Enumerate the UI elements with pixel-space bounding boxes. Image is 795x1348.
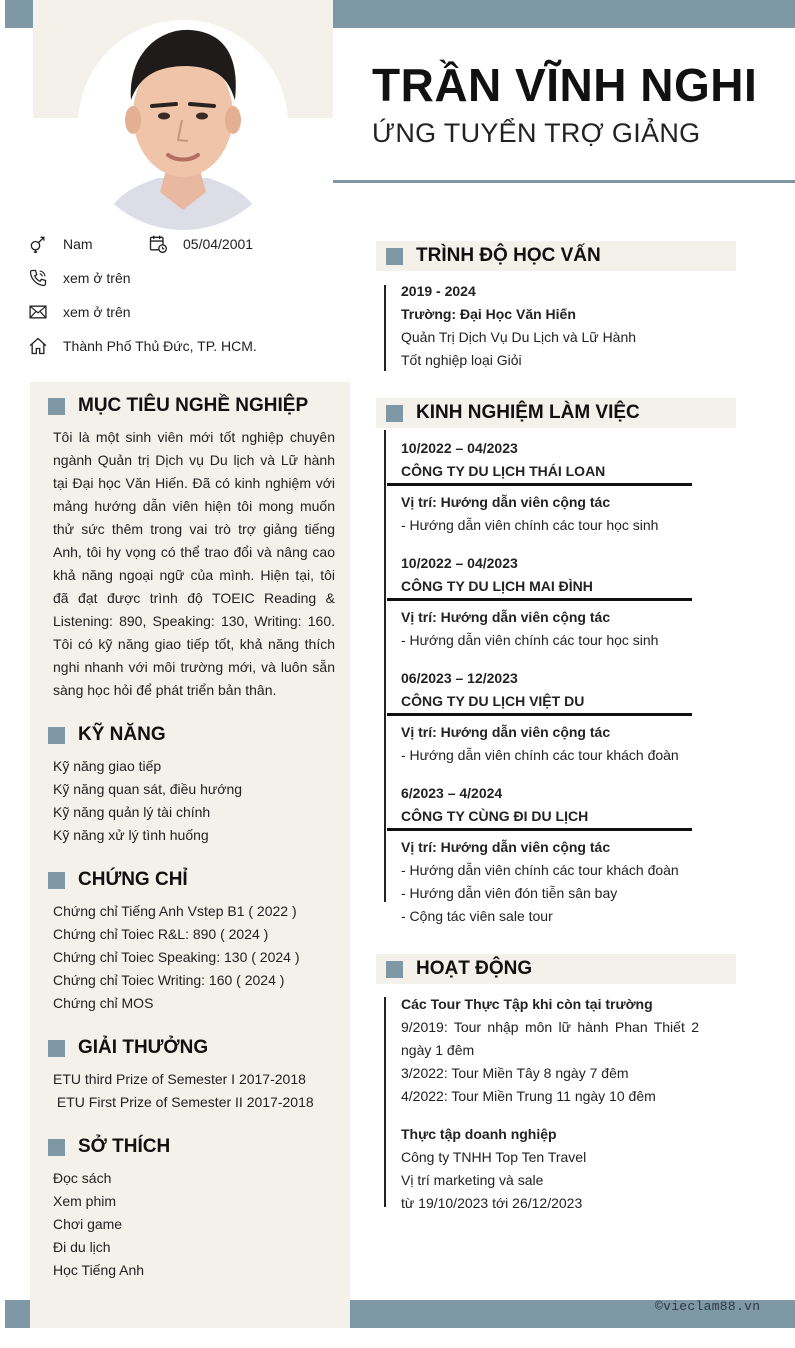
- gender-value: Nam: [63, 236, 93, 252]
- certificates-list: [53, 900, 343, 1015]
- calendar-icon: [148, 234, 168, 254]
- job-details-4: [401, 836, 701, 928]
- section-marker-icon: [48, 398, 65, 415]
- activity-item: Vị trí marketing và sale: [401, 1172, 544, 1188]
- list-item: ETU third Prize of Semester I 2017-2018: [53, 1071, 306, 1087]
- job-role: Vị trí: Hướng dẫn viên cộng tác: [401, 724, 611, 740]
- section-marker-icon: [48, 727, 65, 744]
- education-timeline-line: [384, 285, 386, 371]
- job-details-2: [401, 606, 701, 652]
- education-entry: [401, 280, 701, 372]
- section-marker-icon: [48, 872, 65, 889]
- section-marker-icon: [48, 1139, 65, 1156]
- gender-icon: [28, 234, 48, 254]
- skills-list: [53, 755, 343, 847]
- section-marker-icon: [386, 248, 403, 265]
- activity-group-title: Các Tour Thực Tập khi còn tại trường: [401, 996, 653, 1012]
- activity-group-title: Thực tập doanh nghiệp: [401, 1126, 557, 1142]
- job-divider: [387, 828, 692, 831]
- job-divider: [387, 483, 692, 486]
- job-divider: [387, 713, 692, 716]
- job-period: 6/2023 – 4/2024: [401, 785, 503, 801]
- awards-list: [53, 1068, 343, 1114]
- list-item: Đi du lịch: [53, 1239, 111, 1255]
- activities-group-tours: [401, 993, 699, 1108]
- education-heading: TRÌNH ĐỘ HỌC VẤN: [376, 241, 736, 271]
- education-grade: Tốt nghiệp loại Giỏi: [401, 352, 522, 368]
- section-marker-icon: [386, 405, 403, 422]
- candidate-name: TRẦN VĨNH NGHI: [372, 59, 758, 111]
- list-item: Kỹ năng giao tiếp: [53, 758, 162, 774]
- job-role: Vị trí: Hướng dẫn viên cộng tác: [401, 839, 611, 855]
- activity-item: Công ty TNHH Top Ten Travel: [401, 1149, 587, 1165]
- avatar: [78, 20, 288, 230]
- skills-heading: KỸ NĂNG: [48, 724, 166, 746]
- job-duty: - Hướng dẫn viên chính các tour học sinh: [401, 632, 659, 648]
- section-marker-icon: [48, 1040, 65, 1057]
- list-item: Đọc sách: [53, 1170, 112, 1186]
- job-role: Vị trí: Hướng dẫn viên cộng tác: [401, 494, 611, 510]
- applied-position: ỨNG TUYỂN TRỢ GIẢNG: [372, 118, 701, 148]
- home-icon: [28, 336, 48, 356]
- job-details-3: [401, 721, 701, 767]
- list-item: Chứng chỉ MOS: [53, 995, 154, 1011]
- section-marker-icon: [386, 961, 403, 978]
- job-role: Vị trí: Hướng dẫn viên cộng tác: [401, 609, 611, 625]
- list-item: ETU First Prize of Semester II 2017-2018: [53, 1094, 314, 1110]
- job-period: 10/2022 – 04/2023: [401, 440, 518, 456]
- job-entry-4: [401, 782, 701, 828]
- list-item: Chơi game: [53, 1216, 123, 1232]
- job-company: CÔNG TY DU LỊCH VIỆT DU: [401, 693, 585, 709]
- objective-text: Tôi là một sinh viên mới tốt nghiệp chuyên ngành Quản trị Dịch vụ Du lịch và Lữ hành tại Đại học Văn Hiến. Đã có kinh nghiệm với mảng hướng dẫn viên hiện tôi mong muốn thử sức thêm trong vai trò trợ giảng tiếng Anh, tôi hy vọng có thể trao đổi và nâng cao khả năng ngoại ngữ của mình. Hiện tại, tôi đã đạt được trình độ TOEIC Reading & Listening: 890, Speaking: 130, Writing: 160. Tôi có kỹ năng giao tiếp tốt, khả năng thích nghi nhanh với môi trường mới, và luôn sẵn sàng học hỏi để phát triển bản thân.: [53, 429, 335, 698]
- activity-item: 9/2019: Tour nhập môn lữ hành Phan Thiết 2 ngày 1 đêm: [401, 1019, 699, 1058]
- job-duty: - Cộng tác viên sale tour: [401, 908, 553, 924]
- list-item: Kỹ năng quản lý tài chính: [53, 804, 211, 820]
- address-value: Thành Phố Thủ Đức, TP. HCM.: [63, 338, 257, 354]
- list-item: Kỹ năng xử lý tình huống: [53, 827, 209, 843]
- list-item: Chứng chỉ Toiec Writing: 160 ( 2024 ): [53, 972, 285, 988]
- job-duty: - Hướng dẫn viên đón tiễn sân bay: [401, 885, 618, 901]
- activities-group-internship: [401, 1123, 699, 1215]
- phone-icon: [28, 268, 48, 288]
- email-value: xem ở trên: [63, 304, 131, 320]
- copyright-text: ©vieclam88.vn: [655, 1299, 761, 1314]
- education-school: Trường: Đại Học Văn Hiến: [401, 306, 576, 322]
- objective-heading: MỤC TIÊU NGHỀ NGHIỆP: [48, 395, 308, 417]
- birthday-value: 05/04/2001: [183, 236, 254, 252]
- avatar-portrait-icon: [78, 20, 288, 230]
- list-item: Kỹ năng quan sát, điều hướng: [53, 781, 243, 797]
- job-company: CÔNG TY DU LỊCH MAI ĐÌNH: [401, 578, 593, 594]
- certificates-heading: CHỨNG CHỈ: [48, 869, 188, 891]
- job-divider: [387, 598, 692, 601]
- list-item: Chứng chỉ Tiếng Anh Vstep B1 ( 2022 ): [53, 903, 297, 919]
- job-company: CÔNG TY CÙNG ĐI DU LỊCH: [401, 808, 589, 824]
- job-duty: - Hướng dẫn viên chính các tour khách đoàn: [401, 862, 679, 878]
- phone-row: [28, 268, 131, 288]
- job-period: 06/2023 – 12/2023: [401, 670, 518, 686]
- education-major: Quản Trị Dịch Vụ Du Lịch và Lữ Hành: [401, 329, 637, 345]
- activity-item: 3/2022: Tour Miền Tây 8 ngày 7 đêm: [401, 1065, 629, 1081]
- job-company: CÔNG TY DU LỊCH THÁI LOAN: [401, 463, 606, 479]
- hobbies-list: [53, 1167, 343, 1282]
- job-entry-2: [401, 552, 701, 598]
- email-row: [28, 302, 131, 322]
- job-duty: - Hướng dẫn viên chính các tour khách đoàn: [401, 747, 679, 763]
- experience-heading: KINH NGHIỆM LÀM VIỆC: [376, 398, 736, 428]
- awards-heading: GIẢI THƯỞNG: [48, 1037, 208, 1059]
- list-item: Chứng chỉ Toiec R&L: 890 ( 2024 ): [53, 926, 269, 942]
- birthday-row: [148, 234, 253, 254]
- activity-item: từ 19/10/2023 tới 26/12/2023: [401, 1195, 583, 1211]
- activity-item: 4/2022: Tour Miền Trung 11 ngày 10 đêm: [401, 1088, 656, 1104]
- address-row: [28, 336, 257, 356]
- job-period: 10/2022 – 04/2023: [401, 555, 518, 571]
- list-item: Học Tiếng Anh: [53, 1262, 145, 1278]
- job-entry-1: [401, 437, 701, 483]
- experience-timeline-line: [384, 430, 386, 902]
- list-item: Xem phim: [53, 1193, 117, 1209]
- list-item: Chứng chỉ Toiec Speaking: 130 ( 2024 ): [53, 949, 300, 965]
- education-period: 2019 - 2024: [401, 283, 476, 299]
- job-entry-3: [401, 667, 701, 713]
- gender-row: [28, 234, 93, 254]
- job-details-1: [401, 491, 701, 537]
- hobbies-heading: SỞ THÍCH: [48, 1136, 170, 1158]
- phone-value: xem ở trên: [63, 270, 131, 286]
- activities-heading: HOẠT ĐỘNG: [376, 954, 736, 984]
- activities-timeline-line: [384, 997, 386, 1207]
- mail-icon: [28, 302, 48, 322]
- job-duty: - Hướng dẫn viên chính các tour học sinh: [401, 517, 659, 533]
- title-divider: [333, 180, 795, 183]
